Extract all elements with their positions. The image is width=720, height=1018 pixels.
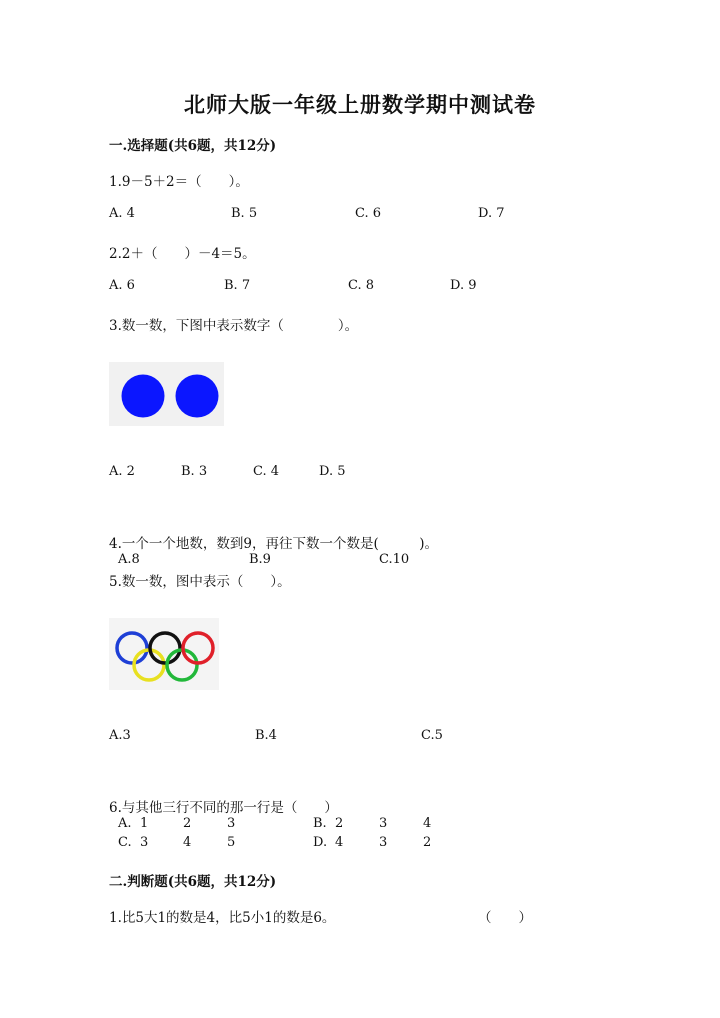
question-1-option-b: B. 5 (231, 206, 258, 221)
question-3-option-c: C. 4 (253, 464, 280, 479)
question-2-stem: 2.2＋（ ）－4＝5。 (109, 246, 256, 262)
question-1-option-a: A. 4 (109, 206, 135, 221)
question-6-option-c-num: 4 (183, 835, 192, 850)
question-5-option-a: A.3 (109, 728, 131, 743)
judgment-1-stem: 1.比5大1的数是4，比5小1的数是6。 (109, 910, 336, 926)
question-4-option-c: C.10 (379, 552, 410, 567)
blue-dot (122, 375, 165, 418)
question-2-option-d: D. 9 (450, 278, 477, 293)
question-6-option-c-label: C. (118, 835, 132, 850)
question-4-option-a: A.8 (118, 552, 140, 567)
question-6-option-d-num: 3 (379, 835, 388, 850)
question-5-option-b: B.4 (255, 728, 277, 743)
question-2-option-a: A. 6 (109, 278, 135, 293)
question-3-option-b: B. 3 (181, 464, 208, 479)
question-6-option-b-num: 3 (379, 816, 388, 831)
question-6-option-c-num: 3 (140, 835, 149, 850)
question-6-option-a-label: A. (118, 816, 132, 831)
judgment-1-answer-blank: （ ） (478, 910, 532, 926)
question-6-option-d-label: D. (313, 835, 328, 850)
question-5-stem: 5.数一数，图中表示（ ）。 (109, 574, 291, 590)
two-blue-dots-image (109, 362, 224, 426)
question-3-option-a: A. 2 (109, 464, 135, 479)
question-6-option-b-num: 2 (335, 816, 344, 831)
question-4-stem: 4.一个一个地数，数到9，再往下数一个数是( )。 (109, 536, 439, 552)
question-3-option-d: D. 5 (319, 464, 346, 479)
question-6-option-a-num: 2 (183, 816, 192, 831)
question-1-stem: 1.9－5＋2＝（ ）。 (109, 174, 249, 190)
olympic-rings-image (109, 618, 219, 690)
question-4-option-b: B.9 (249, 552, 271, 567)
ring-red (183, 633, 213, 663)
ring-yellow (134, 650, 164, 680)
question-1-option-c: C. 6 (355, 206, 382, 221)
ring-blue (117, 633, 147, 663)
question-6-option-a-num: 1 (140, 816, 149, 831)
section-judgment-heading: 二.判断题(共6题，共12分) (109, 874, 277, 890)
page-title: 北师大版一年级上册数学期中测试卷 (184, 92, 536, 117)
question-2-option-b: B. 7 (224, 278, 251, 293)
ring-green (167, 650, 197, 680)
question-6-option-c-num: 5 (227, 835, 236, 850)
question-1-option-d: D. 7 (478, 206, 505, 221)
question-2-option-c: C. 8 (348, 278, 375, 293)
question-5-option-c: C.5 (421, 728, 443, 743)
question-6-stem: 6.与其他三行不同的那一行是（ ） (109, 800, 338, 816)
question-6-option-b-label: B. (313, 816, 327, 831)
section-choice-heading: 一.选择题(共6题，共12分) (109, 138, 277, 154)
question-6-option-a-num: 3 (227, 816, 236, 831)
blue-dot (176, 375, 219, 418)
ring-black (150, 633, 180, 663)
question-3-stem: 3.数一数，下图中表示数字（ ）。 (109, 318, 359, 334)
question-6-option-d-num: 2 (423, 835, 432, 850)
question-6-option-b-num: 4 (423, 816, 432, 831)
question-6-option-d-num: 4 (335, 835, 344, 850)
